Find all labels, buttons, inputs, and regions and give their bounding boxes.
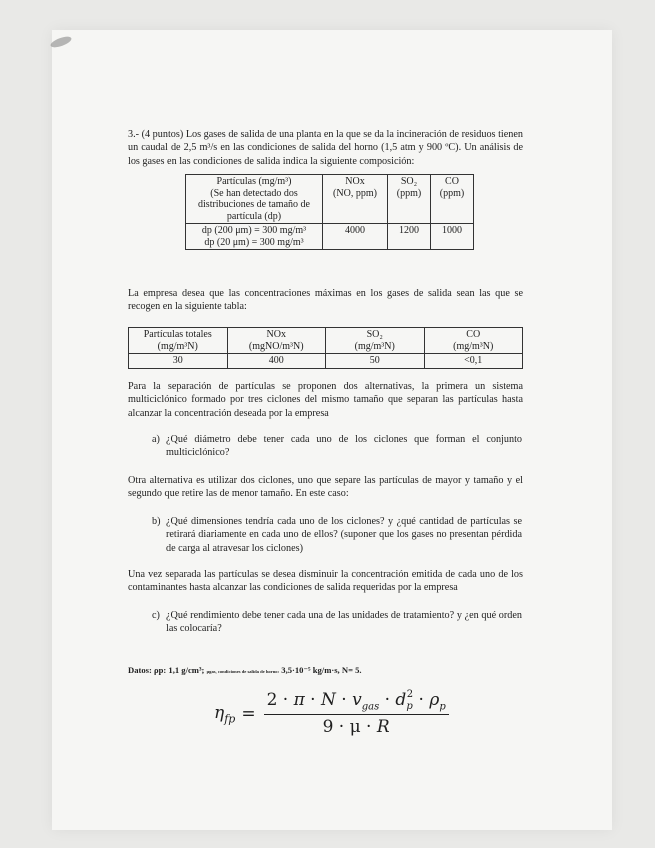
cell-line: dp (20 μm) = 300 mg/m³: [204, 236, 304, 248]
formula-lhs: $\eta_{fp}$: [214, 702, 236, 725]
question-c-text: ¿Qué rendimiento debe tener cada una de las unidades de tratamiento? y ¿en qué orden las colocaría?: [166, 610, 522, 635]
header-particulas-totales: [129, 328, 228, 354]
data-mu-value: 3,5·10⁻⁵ kg/m·s, N= 5.: [281, 665, 362, 675]
cell-particulas-limit: 30: [129, 354, 228, 369]
data-line: [128, 665, 362, 676]
cell-co: 1000: [431, 224, 474, 250]
header-co-limit: [424, 328, 523, 354]
paragraph-contaminants: Una vez separada las partículas se desea disminuir la concentración emitida de cada uno de los contaminantes hasta alcanzar las condiciones de salida requeridas por la empresa: [128, 569, 523, 594]
question-c: [152, 609, 522, 636]
question-a-text: ¿Qué diámetro debe tener cada uno de los ciclones que forman el conjunto multiciclónico?: [166, 434, 522, 459]
formula-fraction: [264, 690, 449, 737]
header-line: partícula (dp): [226, 210, 282, 222]
question-b-label: b): [152, 516, 161, 527]
header-line: distribuciones de tamaño de: [198, 199, 310, 210]
header-line: (ppm): [439, 187, 465, 199]
cell-so2: 1200: [388, 224, 431, 250]
header-line: Partículas totales: [143, 329, 212, 340]
header-so2-limit: [326, 328, 425, 354]
data-mu-label: μgas, condiciones de salida de horno:: [206, 669, 280, 674]
cell-so2-limit: 50: [326, 354, 425, 369]
header-line: (NO, ppm): [333, 187, 377, 199]
cell-nox-limit: 400: [227, 354, 326, 369]
header-line: NOx: [345, 176, 365, 187]
header-so2: [388, 175, 431, 224]
paragraph-two-cyclones: Otra alternativa es utilizar dos ciclones, uno que separe las partículas de mayor y tamaño y el segundo que retire las de menor tamaño. En este caso:: [128, 475, 523, 500]
header-co: [431, 175, 474, 224]
data-rho: ρp: 1,1 g/cm³;: [154, 665, 205, 675]
data-label: Datos:: [128, 665, 152, 675]
efficiency-formula: [214, 690, 449, 737]
header-line: (mg/m³N): [354, 340, 395, 352]
paragraph-limits: La empresa desea que las concentraciones máximas en los gases de salida sean las que se recogen en la siguiente tabla:: [128, 288, 523, 313]
header-line: (mgNO/m³N): [248, 340, 304, 352]
header-line: SO₂: [400, 176, 418, 187]
header-line: (mg/m³N): [453, 340, 494, 352]
header-nox-limit: [227, 328, 326, 354]
cell-particulas: [186, 224, 323, 250]
question-c-label: c): [152, 610, 160, 621]
paragraph-alternatives: Para la separación de partículas se proponen dos alternativas, la primera un sistema multiciclónico formado por tres ciclones del mismo tamaño que separan las partículas hasta alcanzar la concentración deseada por la empresa: [128, 381, 523, 419]
cell-nox: 4000: [323, 224, 388, 250]
cell-co-limit: <0,1: [424, 354, 523, 369]
question-b-text: ¿Qué dimensiones tendría cada uno de los ciclones? y ¿qué cantidad de partículas se retirará diariamente en cada uno de ellos? (suponer que los gases no presentan pérdida de carga al atravesar los ciclones): [166, 516, 522, 554]
header-particulas: [186, 175, 323, 224]
header-nox: [323, 175, 388, 224]
header-line: NOx: [266, 329, 286, 340]
limits-table: [128, 327, 523, 369]
formula-numerator: $2 \cdot \pi \cdot N \cdot v_{gas} \cdot d_p^2 \cdot \rho_p$: [264, 690, 449, 715]
problem-intro: 3.- (4 puntos) Los gases de salida de una planta en la que se da la incineración de residuos tienen un caudal de 2,5 m³/s en las condiciones de salida del horno (1,5 atm y 900 ºC). Un análisis de los gases en las condiciones de salida indica la siguiente composición:: [128, 129, 523, 167]
question-b: [152, 515, 522, 555]
header-line: (Se han detectado dos: [210, 187, 298, 199]
formula-denominator: 9 · μ · R: [322, 717, 390, 738]
header-line: CO: [466, 329, 481, 340]
question-a: [152, 433, 522, 460]
header-line: (ppm): [396, 187, 422, 199]
question-a-label: a): [152, 434, 160, 445]
header-line: SO₂: [366, 329, 383, 340]
header-line: CO: [445, 176, 459, 187]
cell-line: dp (200 μm) = 300 mg/m³: [201, 225, 307, 236]
header-line: Partículas (mg/m³): [216, 176, 292, 187]
composition-table: [185, 174, 474, 250]
equals-sign: =: [241, 703, 256, 724]
header-line: (mg/m³N): [157, 340, 198, 352]
